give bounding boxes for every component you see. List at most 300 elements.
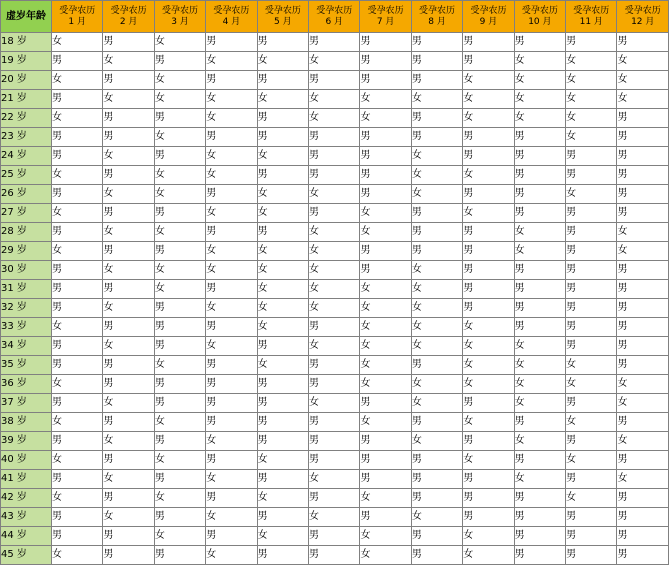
gender-cell: 女 <box>566 356 617 375</box>
header-month-1 <box>52 1 103 33</box>
gender-cell: 男 <box>617 546 669 565</box>
gender-cell: 男 <box>617 280 669 299</box>
gender-cell: 男 <box>52 299 103 318</box>
gender-cell: 男 <box>566 394 617 413</box>
gender-cell: 男 <box>154 242 205 261</box>
gender-cell: 男 <box>154 109 205 128</box>
gender-cell: 男 <box>514 413 565 432</box>
age-cell: 37 岁 <box>1 394 52 413</box>
gender-cell: 男 <box>617 489 669 508</box>
gender-cell: 男 <box>411 204 462 223</box>
gender-cell: 女 <box>360 223 411 242</box>
header-month-1-line1: 受孕农历 <box>59 5 96 16</box>
gender-cell: 男 <box>206 185 257 204</box>
age-cell: 41 岁 <box>1 470 52 489</box>
header-month-2 <box>103 1 154 33</box>
age-cell: 35 岁 <box>1 356 52 375</box>
gender-cell: 男 <box>309 318 360 337</box>
gender-cell: 男 <box>52 432 103 451</box>
gender-cell: 男 <box>566 166 617 185</box>
gender-cell: 男 <box>103 489 154 508</box>
gender-cell: 男 <box>566 299 617 318</box>
gender-cell: 男 <box>103 375 154 394</box>
gender-cell: 女 <box>309 261 360 280</box>
gender-cell: 女 <box>514 109 565 128</box>
gender-cell: 男 <box>103 109 154 128</box>
gender-cell: 女 <box>566 71 617 90</box>
gender-cell: 男 <box>52 508 103 527</box>
gender-cell: 女 <box>360 337 411 356</box>
age-cell: 18 岁 <box>1 33 52 52</box>
gender-cell: 男 <box>52 470 103 489</box>
gender-cell: 女 <box>257 356 308 375</box>
gender-cell: 女 <box>257 489 308 508</box>
gender-cell: 女 <box>514 52 565 71</box>
gender-cell: 男 <box>103 451 154 470</box>
gender-cell: 男 <box>514 147 565 166</box>
gender-cell: 女 <box>411 375 462 394</box>
gender-cell: 女 <box>154 451 205 470</box>
gender-cell: 女 <box>411 261 462 280</box>
table-row <box>1 223 669 242</box>
gender-cell: 男 <box>566 546 617 565</box>
gender-cell: 女 <box>617 242 669 261</box>
gender-cell: 女 <box>463 90 514 109</box>
gender-cell: 男 <box>206 33 257 52</box>
gender-cell: 男 <box>52 280 103 299</box>
gender-cell: 女 <box>463 166 514 185</box>
gender-cell: 女 <box>309 394 360 413</box>
table-row <box>1 71 669 90</box>
gender-cell: 女 <box>103 299 154 318</box>
gender-cell: 男 <box>257 432 308 451</box>
header-month-3-line2: 3 月 <box>171 16 189 27</box>
gender-cell: 男 <box>309 356 360 375</box>
gender-cell: 女 <box>411 337 462 356</box>
gender-cell: 女 <box>360 413 411 432</box>
header-month-8 <box>411 1 462 33</box>
gender-cell: 女 <box>360 90 411 109</box>
gender-cell: 女 <box>360 109 411 128</box>
gender-cell: 女 <box>52 489 103 508</box>
gender-cell: 女 <box>309 242 360 261</box>
gender-cell: 男 <box>103 318 154 337</box>
age-cell: 19 岁 <box>1 52 52 71</box>
gender-cell: 男 <box>206 223 257 242</box>
header-month-2-line1: 受孕农历 <box>110 5 147 16</box>
gender-cell: 女 <box>514 337 565 356</box>
gender-cell: 女 <box>103 394 154 413</box>
table-row <box>1 52 669 71</box>
gender-cell: 男 <box>360 71 411 90</box>
gender-cell: 男 <box>257 33 308 52</box>
gender-cell: 女 <box>617 71 669 90</box>
header-month-4-line1: 受孕农历 <box>213 5 250 16</box>
gender-cell: 女 <box>52 546 103 565</box>
gender-cell: 女 <box>103 337 154 356</box>
gender-cell: 女 <box>103 470 154 489</box>
table-row <box>1 128 669 147</box>
gender-cell: 男 <box>154 375 205 394</box>
gender-cell: 女 <box>257 185 308 204</box>
gender-cell: 男 <box>463 489 514 508</box>
gender-cell: 男 <box>411 489 462 508</box>
header-month-8-line1: 受孕农历 <box>419 5 456 16</box>
gender-cell: 男 <box>257 337 308 356</box>
header-month-3 <box>154 1 205 33</box>
gender-cell: 女 <box>514 375 565 394</box>
gender-cell: 女 <box>360 527 411 546</box>
gender-cell: 男 <box>411 223 462 242</box>
gender-cell: 女 <box>309 280 360 299</box>
gender-cell: 男 <box>257 71 308 90</box>
table-row <box>1 546 669 565</box>
gender-cell: 女 <box>154 223 205 242</box>
gender-cell: 女 <box>617 394 669 413</box>
gender-cell: 男 <box>360 52 411 71</box>
gender-cell: 男 <box>617 413 669 432</box>
age-cell: 21 岁 <box>1 90 52 109</box>
gender-cell: 男 <box>617 508 669 527</box>
gender-cell: 女 <box>514 242 565 261</box>
age-cell: 28 岁 <box>1 223 52 242</box>
header-month-12-line1: 受孕农历 <box>624 5 661 16</box>
gender-cell: 男 <box>617 166 669 185</box>
gender-cell: 女 <box>257 318 308 337</box>
table-row <box>1 185 669 204</box>
gender-cell: 男 <box>257 166 308 185</box>
gender-cell: 男 <box>566 223 617 242</box>
age-cell: 33 岁 <box>1 318 52 337</box>
gender-cell: 男 <box>309 71 360 90</box>
table-row <box>1 242 669 261</box>
gender-cell: 男 <box>514 508 565 527</box>
gender-cell: 男 <box>514 527 565 546</box>
gender-cell: 男 <box>463 52 514 71</box>
gender-cell: 女 <box>257 527 308 546</box>
gender-cell: 女 <box>206 147 257 166</box>
age-cell: 43 岁 <box>1 508 52 527</box>
header-age-column <box>1 1 52 33</box>
gender-cell: 男 <box>463 299 514 318</box>
gender-cell: 女 <box>411 185 462 204</box>
gender-cell: 女 <box>103 147 154 166</box>
header-month-11-line1: 受孕农历 <box>573 5 610 16</box>
gender-cell: 男 <box>52 394 103 413</box>
table-row <box>1 489 669 508</box>
gender-cell: 女 <box>52 33 103 52</box>
gender-cell: 男 <box>463 280 514 299</box>
gender-cell: 女 <box>514 71 565 90</box>
gender-cell: 女 <box>463 71 514 90</box>
gender-cell: 男 <box>463 33 514 52</box>
header-month-5-line2: 5 月 <box>274 16 292 27</box>
age-cell: 45 岁 <box>1 546 52 565</box>
gender-cell: 男 <box>360 394 411 413</box>
gender-cell: 男 <box>103 204 154 223</box>
gender-cell: 女 <box>463 413 514 432</box>
gender-cell: 男 <box>514 128 565 147</box>
gender-cell: 男 <box>154 337 205 356</box>
gender-cell: 女 <box>309 508 360 527</box>
gender-cell: 男 <box>617 33 669 52</box>
gender-cell: 男 <box>52 223 103 242</box>
header-month-11 <box>566 1 617 33</box>
gender-cell: 男 <box>617 356 669 375</box>
gender-cell: 男 <box>257 223 308 242</box>
gender-cell: 男 <box>463 470 514 489</box>
gender-cell: 女 <box>206 242 257 261</box>
gender-cell: 女 <box>206 204 257 223</box>
gender-cell: 男 <box>257 470 308 489</box>
gender-cell: 男 <box>103 71 154 90</box>
table-row <box>1 527 669 546</box>
gender-cell: 男 <box>463 223 514 242</box>
gender-cell: 女 <box>154 527 205 546</box>
gender-cell: 男 <box>154 204 205 223</box>
gender-cell: 男 <box>617 451 669 470</box>
header-month-10-line2: 10 月 <box>528 16 552 27</box>
gender-cell: 男 <box>463 261 514 280</box>
gender-cell: 男 <box>206 451 257 470</box>
table-row <box>1 109 669 128</box>
gender-cell: 男 <box>309 546 360 565</box>
header-month-5-line1: 受孕农历 <box>264 5 301 16</box>
gender-cell: 男 <box>514 280 565 299</box>
gender-cell: 男 <box>103 280 154 299</box>
gender-cell: 男 <box>309 33 360 52</box>
gender-cell: 女 <box>309 299 360 318</box>
table-row <box>1 451 669 470</box>
header-age-label: 虚岁年龄 <box>6 10 46 22</box>
gender-cell: 男 <box>257 109 308 128</box>
gender-cell: 男 <box>103 128 154 147</box>
gender-cell: 男 <box>463 508 514 527</box>
gender-cell: 男 <box>566 432 617 451</box>
gender-cell: 男 <box>360 508 411 527</box>
gender-cell: 女 <box>206 432 257 451</box>
gender-cell: 女 <box>257 299 308 318</box>
gender-cell: 男 <box>411 356 462 375</box>
gender-cell: 女 <box>411 90 462 109</box>
gender-cell: 男 <box>154 299 205 318</box>
gender-cell: 男 <box>566 527 617 546</box>
table-row <box>1 204 669 223</box>
age-cell: 25 岁 <box>1 166 52 185</box>
table-row <box>1 90 669 109</box>
gender-cell: 女 <box>360 299 411 318</box>
gender-cell: 女 <box>154 261 205 280</box>
gender-cell: 女 <box>257 90 308 109</box>
gender-cell: 女 <box>103 432 154 451</box>
gender-cell: 男 <box>514 489 565 508</box>
header-month-6 <box>309 1 360 33</box>
header-month-2-line2: 2 月 <box>119 16 138 27</box>
header-month-12 <box>617 1 669 33</box>
gender-cell: 女 <box>463 546 514 565</box>
gender-cell: 男 <box>360 451 411 470</box>
gender-cell: 女 <box>257 204 308 223</box>
gender-cell: 男 <box>566 470 617 489</box>
table-row <box>1 337 669 356</box>
gender-cell: 男 <box>206 356 257 375</box>
gender-cell: 女 <box>411 280 462 299</box>
gender-cell: 女 <box>514 90 565 109</box>
gender-cell: 女 <box>566 489 617 508</box>
gender-cell: 男 <box>309 489 360 508</box>
table-row <box>1 261 669 280</box>
gender-cell: 男 <box>154 432 205 451</box>
gender-cell: 男 <box>206 394 257 413</box>
gender-cell: 女 <box>514 356 565 375</box>
gender-cell: 男 <box>154 147 205 166</box>
age-cell: 31 岁 <box>1 280 52 299</box>
age-cell: 29 岁 <box>1 242 52 261</box>
gender-cell: 女 <box>206 470 257 489</box>
gender-cell: 男 <box>566 261 617 280</box>
gender-cell: 女 <box>154 71 205 90</box>
gender-cell: 女 <box>463 109 514 128</box>
age-cell: 22 岁 <box>1 109 52 128</box>
gender-cell: 女 <box>411 318 462 337</box>
gender-cell: 男 <box>514 33 565 52</box>
gender-cell: 女 <box>411 394 462 413</box>
gender-cell: 男 <box>360 128 411 147</box>
gender-cell: 女 <box>257 147 308 166</box>
gender-cell: 男 <box>52 128 103 147</box>
gender-cell: 男 <box>411 413 462 432</box>
gender-cell: 男 <box>411 52 462 71</box>
gender-cell: 女 <box>154 280 205 299</box>
age-cell: 27 岁 <box>1 204 52 223</box>
gender-cell: 女 <box>360 280 411 299</box>
table-row <box>1 33 669 52</box>
gender-cell: 男 <box>411 527 462 546</box>
header-month-10-line1: 受孕农历 <box>521 5 558 16</box>
gender-cell: 女 <box>360 318 411 337</box>
gender-cell: 女 <box>463 337 514 356</box>
table-row <box>1 318 669 337</box>
gender-cell: 男 <box>617 185 669 204</box>
gender-cell: 男 <box>360 185 411 204</box>
gender-cell: 女 <box>52 318 103 337</box>
gender-cell: 男 <box>257 508 308 527</box>
gender-cell: 男 <box>566 33 617 52</box>
gender-cell: 女 <box>463 451 514 470</box>
gender-cell: 男 <box>309 375 360 394</box>
gender-cell: 女 <box>617 52 669 71</box>
header-month-6-line1: 受孕农历 <box>316 5 353 16</box>
age-cell: 34 岁 <box>1 337 52 356</box>
gender-cell: 男 <box>257 546 308 565</box>
gender-cell: 男 <box>154 546 205 565</box>
gender-cell: 男 <box>103 413 154 432</box>
gender-cell: 女 <box>206 109 257 128</box>
gender-cell: 男 <box>411 470 462 489</box>
gender-cell: 男 <box>154 508 205 527</box>
gender-cell: 女 <box>566 128 617 147</box>
gender-cell: 男 <box>309 527 360 546</box>
gender-cell: 女 <box>103 223 154 242</box>
header-month-4 <box>206 1 257 33</box>
age-cell: 30 岁 <box>1 261 52 280</box>
header-month-7-line2: 7 月 <box>376 16 395 27</box>
table-row <box>1 432 669 451</box>
gender-cell: 女 <box>52 109 103 128</box>
table-row <box>1 394 669 413</box>
gender-cell: 女 <box>617 470 669 489</box>
gender-cell: 女 <box>257 451 308 470</box>
gender-cell: 男 <box>514 299 565 318</box>
gender-cell: 女 <box>514 470 565 489</box>
gender-cell: 男 <box>309 451 360 470</box>
header-month-9-line2: 9 月 <box>479 16 498 27</box>
gender-cell: 女 <box>52 375 103 394</box>
gender-cell: 男 <box>103 546 154 565</box>
gender-cell: 男 <box>360 261 411 280</box>
gender-cell: 男 <box>617 337 669 356</box>
gender-cell: 男 <box>514 166 565 185</box>
gender-cell: 女 <box>309 90 360 109</box>
gender-cell: 男 <box>617 527 669 546</box>
gender-cell: 男 <box>206 489 257 508</box>
age-cell: 23 岁 <box>1 128 52 147</box>
gender-cell: 女 <box>103 185 154 204</box>
gender-cell: 女 <box>154 33 205 52</box>
gender-cell: 女 <box>103 52 154 71</box>
gender-cell: 男 <box>206 318 257 337</box>
gender-cell: 女 <box>154 185 205 204</box>
gender-cell: 男 <box>566 318 617 337</box>
gender-cell: 男 <box>617 318 669 337</box>
gender-cell: 男 <box>566 337 617 356</box>
gender-cell: 女 <box>52 204 103 223</box>
gender-cell: 女 <box>103 508 154 527</box>
gender-cell: 男 <box>411 33 462 52</box>
age-cell: 24 岁 <box>1 147 52 166</box>
table-row <box>1 470 669 489</box>
gender-cell: 女 <box>206 546 257 565</box>
gender-cell: 男 <box>514 261 565 280</box>
gender-cell: 男 <box>514 318 565 337</box>
gender-cell: 男 <box>309 128 360 147</box>
gender-cell: 男 <box>103 33 154 52</box>
gender-cell: 男 <box>154 470 205 489</box>
gender-cell: 男 <box>463 394 514 413</box>
gender-cell: 女 <box>257 52 308 71</box>
gender-cell: 女 <box>309 109 360 128</box>
gender-cell: 女 <box>514 432 565 451</box>
header-month-9-line1: 受孕农历 <box>470 5 507 16</box>
gender-cell: 男 <box>309 166 360 185</box>
gender-cell: 女 <box>257 242 308 261</box>
gender-cell: 男 <box>411 71 462 90</box>
table-row <box>1 280 669 299</box>
gender-cell: 男 <box>617 261 669 280</box>
table-row <box>1 508 669 527</box>
gender-cell: 男 <box>52 356 103 375</box>
gender-cell: 男 <box>154 52 205 71</box>
gender-cell: 女 <box>463 318 514 337</box>
gender-cell: 女 <box>617 375 669 394</box>
gender-cell: 女 <box>52 242 103 261</box>
gender-cell: 男 <box>52 90 103 109</box>
gender-cell: 男 <box>566 147 617 166</box>
age-cell: 26 岁 <box>1 185 52 204</box>
gender-cell: 男 <box>52 147 103 166</box>
table-header <box>1 1 669 33</box>
gender-cell: 女 <box>309 223 360 242</box>
